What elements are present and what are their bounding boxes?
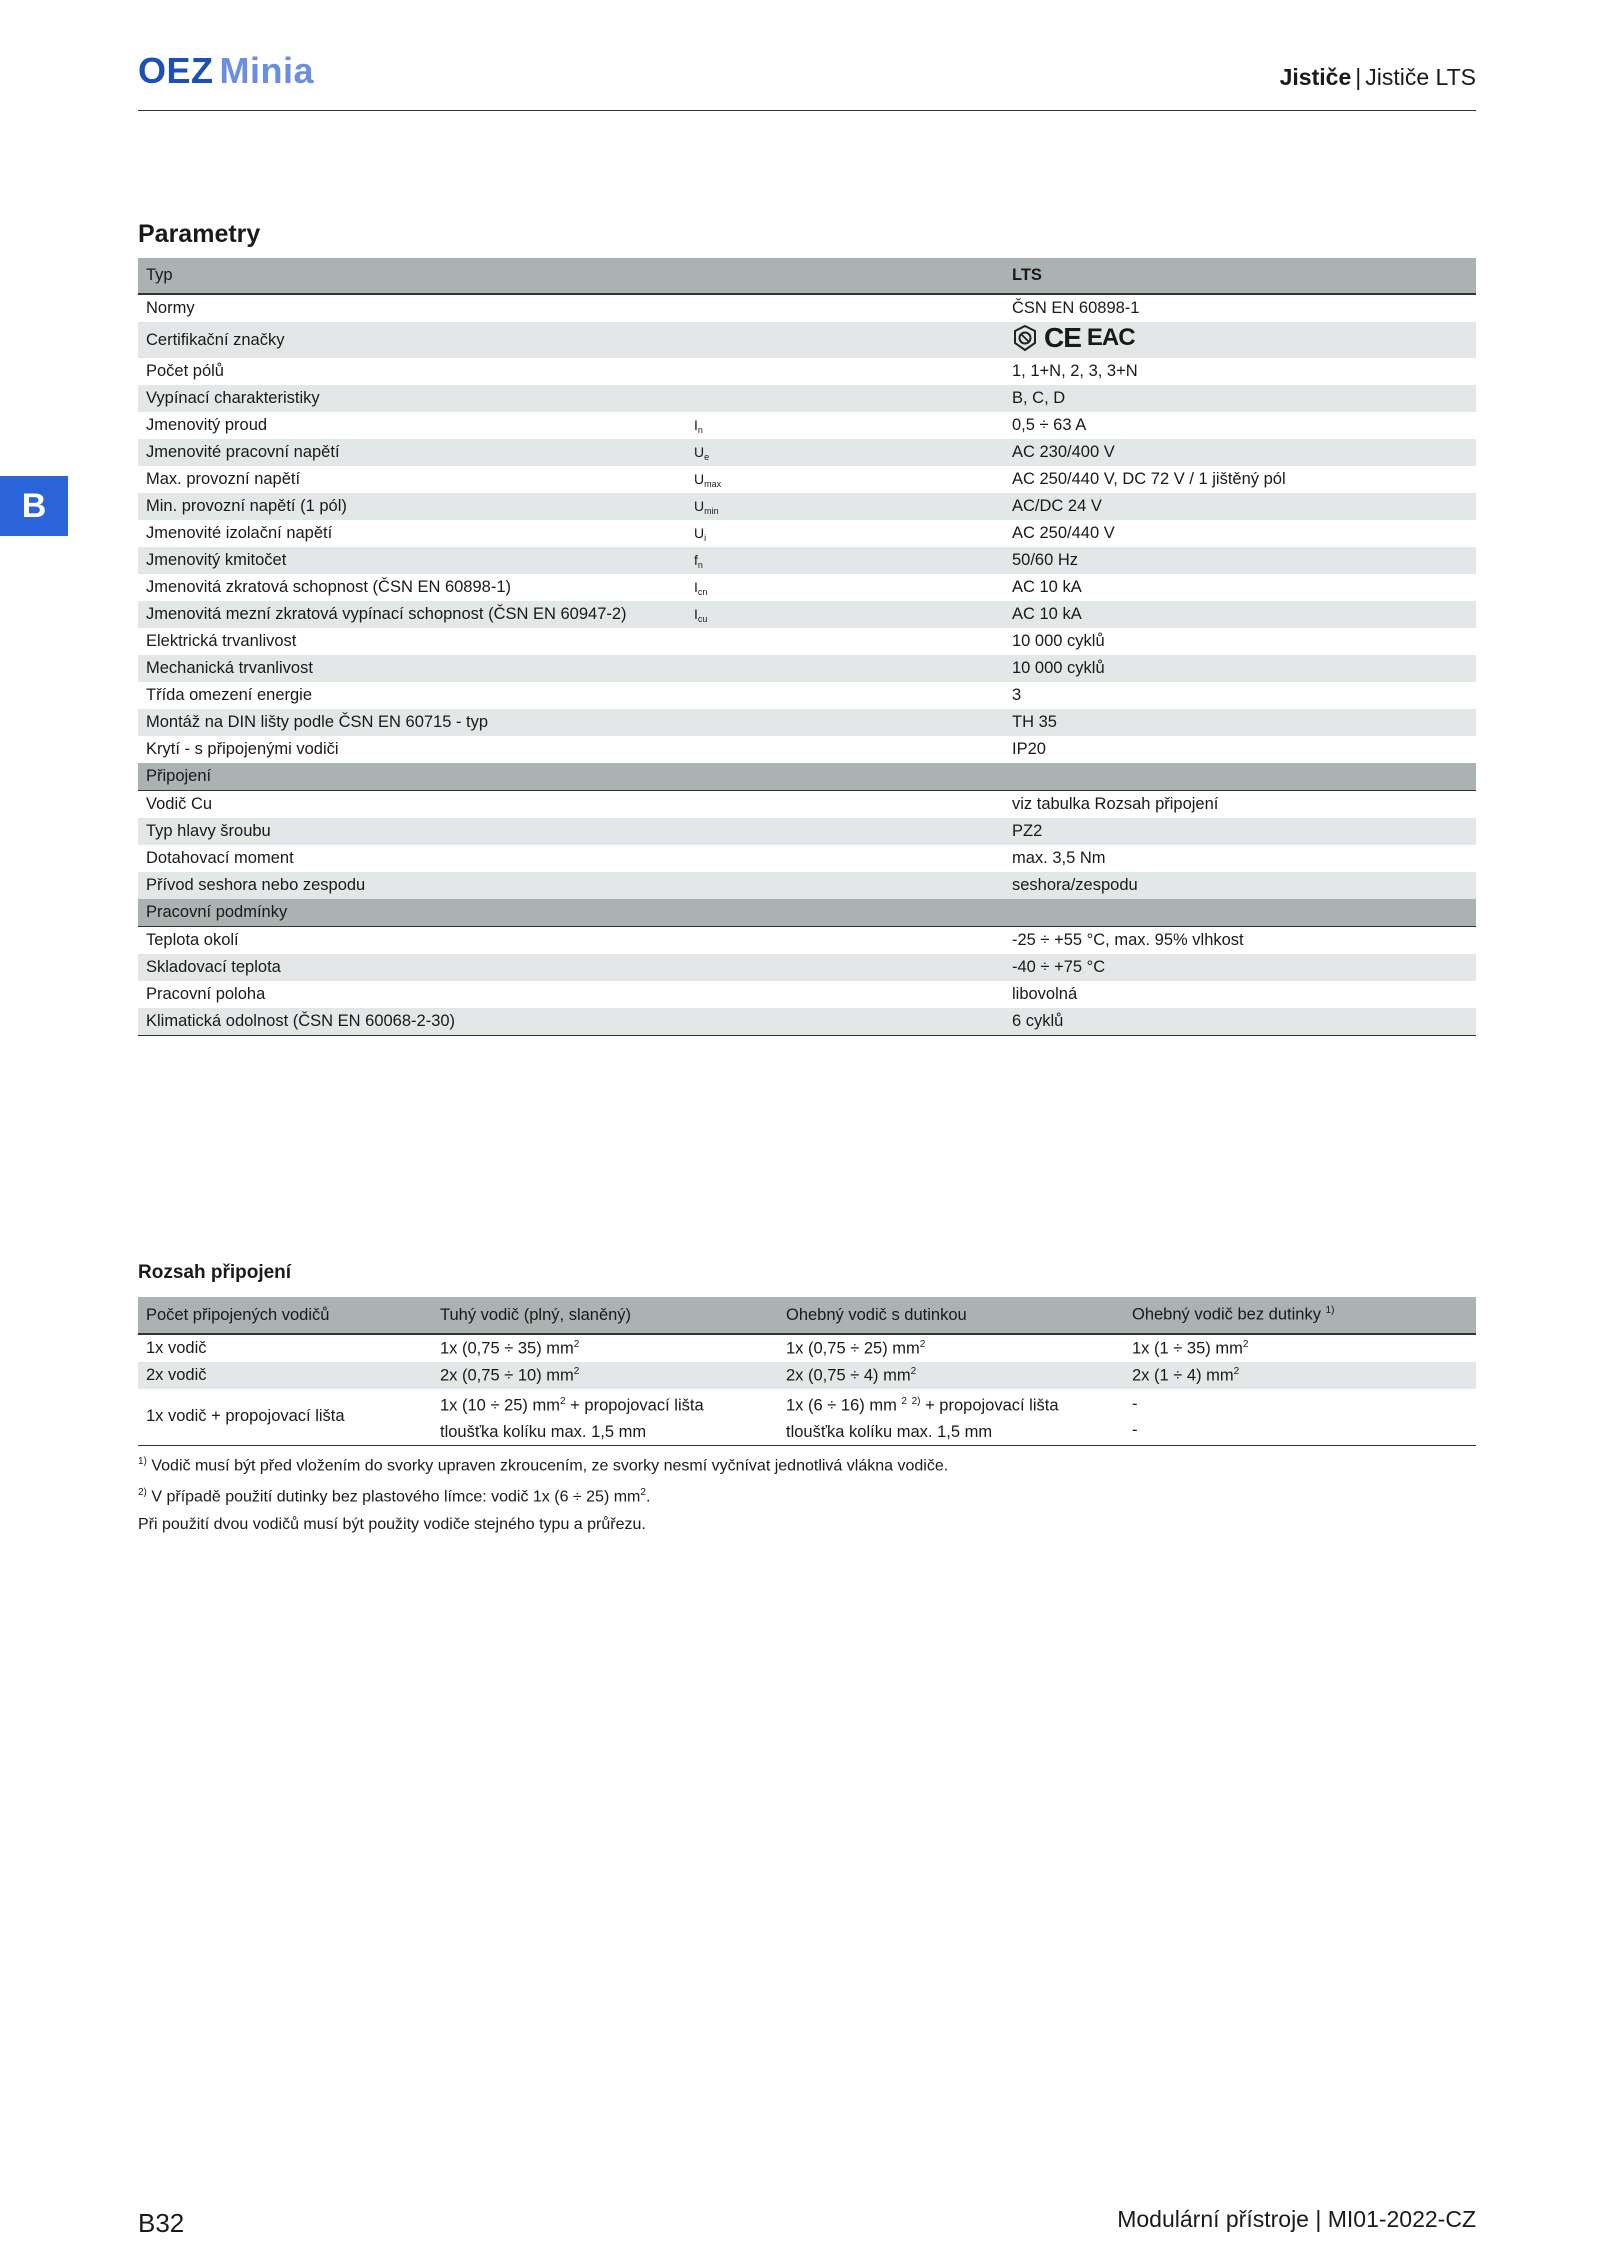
breadcrumb-separator: | xyxy=(1355,64,1362,90)
conn-header-cell: Počet připojených vodičů xyxy=(138,1297,432,1334)
row-value: -40 ÷ +75 °C xyxy=(1004,954,1476,981)
row-value: 0,5 ÷ 63 A xyxy=(1012,416,1087,434)
conn-header-cell: Ohebný vodič s dutinkou xyxy=(778,1297,1124,1334)
eac-mark-icon: EAC xyxy=(1086,323,1135,351)
row-value: PZ2 xyxy=(1004,818,1476,845)
params-header-label: Typ xyxy=(138,258,686,294)
group-label: Připojení xyxy=(138,763,686,791)
conn-header-cell: Ohebný vodič bez dutinky $^{1)}$ xyxy=(1124,1297,1476,1334)
table-row xyxy=(138,872,1476,899)
row-label: Krytí - s připojenými vodiči xyxy=(146,740,339,758)
table-row xyxy=(138,927,1476,955)
row-value: viz tabulka Rozsah připojení xyxy=(1012,795,1219,813)
row-label: Vypínací charakteristiky xyxy=(138,385,686,412)
table-row xyxy=(138,547,1476,574)
params-table xyxy=(138,258,1476,1036)
brand-oez: OEZ xyxy=(138,50,214,91)
row-label: Přívod seshora nebo zespodu xyxy=(138,872,686,899)
conn-header-row xyxy=(138,1297,1476,1334)
row-symbol: $I_{cn}$ xyxy=(694,578,708,597)
params-header-row xyxy=(138,258,1476,294)
table-row xyxy=(138,682,1476,709)
conn-cell: 1x vodič xyxy=(146,1339,207,1357)
table-row xyxy=(138,1362,1476,1389)
row-value: libovolná xyxy=(1012,985,1078,1003)
row-value: B, C, D xyxy=(1004,385,1476,412)
row-label: Skladovací teplota xyxy=(138,954,686,981)
table-row xyxy=(138,601,1476,628)
conn-cell: 2x (0,75 ÷ 4) mm$^2$ xyxy=(778,1362,1124,1389)
row-label: Třída omezení energie xyxy=(146,686,313,704)
table-row xyxy=(138,655,1476,682)
table-row xyxy=(138,845,1476,872)
row-label: Teplota okolí xyxy=(146,931,239,949)
row-value: ČSN EN 60898-1 xyxy=(1012,299,1140,317)
row-symbol: $U_i$ xyxy=(694,524,707,543)
breadcrumb xyxy=(1280,64,1476,91)
row-symbol: $U_e$ xyxy=(686,439,1004,466)
table-row xyxy=(138,736,1476,763)
row-label: Jmenovitý kmitočet xyxy=(138,547,686,574)
row-symbol: $f_n$ xyxy=(686,547,1004,574)
ezu-cert-icon xyxy=(1012,324,1038,352)
row-value: IP20 xyxy=(1012,740,1046,758)
row-label: Dotahovací moment xyxy=(146,849,294,867)
table-row xyxy=(138,628,1476,655)
table-row xyxy=(138,791,1476,819)
conn-cell: 2x (1 ÷ 4) mm$^2$ xyxy=(1124,1362,1476,1389)
conn-cell: 1x (0,75 ÷ 35) mm$^2$ xyxy=(440,1338,580,1358)
ce-mark-icon: CE xyxy=(1044,321,1081,353)
row-label: Min. provozní napětí (1 pól) xyxy=(138,493,686,520)
row-label: Montáž na DIN lišty podle ČSN EN 60715 - typ xyxy=(138,709,686,736)
row-value: AC 250/440 V, DC 72 V / 1 jištěný pól xyxy=(1012,470,1286,488)
row-value: 1, 1+N, 2, 3, 3+N xyxy=(1012,362,1138,380)
table-row xyxy=(138,818,1476,845)
page-number: B32 xyxy=(138,2208,185,2238)
footnote-2: $^{2)}$ V případě použití dutinky bez plastového límce: vodič 1x (6 ÷ 25) mm$^2$. xyxy=(138,1487,651,1506)
conn-header-cell: Tuhý vodič (plný, slaněný) xyxy=(432,1297,778,1334)
row-label: Jmenovitý proud xyxy=(146,416,268,434)
row-label: Jmenovitá mezní zkratová vypínací schopnost (ČSN EN 60947-2) xyxy=(138,601,686,628)
row-value: 10 000 cyklů xyxy=(1004,655,1476,682)
row-symbol: $U_{min}$ xyxy=(686,493,1004,520)
params-title: Parametry xyxy=(138,220,261,248)
row-label: Normy xyxy=(146,299,195,317)
table-row xyxy=(138,358,1476,385)
group-row-podminky xyxy=(138,899,1476,927)
connection-table xyxy=(138,1297,1476,1446)
row-label: Max. provozní napětí xyxy=(146,470,301,488)
row-label: Elektrická trvanlivost xyxy=(146,632,297,650)
table-row xyxy=(138,1334,1476,1362)
row-label: Jmenovité izolační napětí xyxy=(146,524,333,542)
table-row xyxy=(138,385,1476,412)
params-header-value: LTS xyxy=(1004,258,1476,294)
row-symbol: $I_n$ xyxy=(694,416,703,435)
conn-cell: - - xyxy=(1124,1389,1476,1445)
row-label: Klimatická odolnost (ČSN EN 60068-2-30) xyxy=(138,1008,686,1036)
conn-cell: 2x vodič xyxy=(138,1362,432,1389)
table-row xyxy=(138,520,1476,547)
table-row xyxy=(138,954,1476,981)
row-value: 3 xyxy=(1012,686,1022,704)
table-row xyxy=(138,466,1476,493)
conn-cell: 1x (1 ÷ 35) mm$^2$ xyxy=(1132,1338,1249,1358)
conn-title: Rozsah připojení xyxy=(138,1262,292,1283)
row-label: Pracovní poloha xyxy=(146,985,266,1003)
row-value: AC 230/400 V xyxy=(1004,439,1476,466)
page-header xyxy=(138,48,1476,111)
row-label: Certifikační značky xyxy=(138,322,686,358)
row-label: Mechanická trvanlivost xyxy=(138,655,686,682)
row-label: Jmenovité pracovní napětí xyxy=(138,439,686,466)
footnote-3: Při použití dvou vodičů musí být použity vodiče stejného typu a průřezu. xyxy=(138,1515,646,1533)
conn-cell: 1x (6 ÷ 16) mm $^2$ $^{2)}$ + propojovací lišta tloušťka kolíku max. 1,5 mm xyxy=(778,1389,1124,1445)
section-tab: B xyxy=(0,476,68,536)
table-row xyxy=(138,322,1476,358)
cert-marks xyxy=(1004,322,1476,358)
row-symbol: $I_{cu}$ xyxy=(686,601,1004,628)
document-id: Modulární přístroje | MI01-2022-CZ xyxy=(1117,2206,1476,2232)
table-row xyxy=(138,1389,1476,1445)
brand-logo xyxy=(138,50,314,92)
row-label: Počet pólů xyxy=(146,362,224,380)
table-row xyxy=(138,574,1476,601)
row-value: seshora/zespodu xyxy=(1004,872,1476,899)
table-row xyxy=(138,981,1476,1008)
table-row xyxy=(138,412,1476,439)
table-row xyxy=(138,1008,1476,1036)
row-value: AC 10 kA xyxy=(1012,578,1082,596)
table-row xyxy=(138,294,1476,322)
group-row-pripojeni xyxy=(138,763,1476,791)
row-symbol: $U_{max}$ xyxy=(694,470,722,489)
row-label: Typ hlavy šroubu xyxy=(138,818,686,845)
row-value: 6 cyklů xyxy=(1004,1008,1476,1036)
conn-cell: 1x vodič + propojovací lišta xyxy=(138,1389,432,1445)
row-value: -25 ÷ +55 °C, max. 95% vlhkost xyxy=(1012,931,1244,949)
table-row xyxy=(138,493,1476,520)
table-row xyxy=(138,439,1476,466)
brand-minia: Minia xyxy=(219,50,315,91)
row-value: 50/60 Hz xyxy=(1004,547,1476,574)
breadcrumb-sub: Jističe LTS xyxy=(1365,64,1476,90)
breadcrumb-main: Jističe xyxy=(1279,64,1352,90)
footnote-1: $^{1)}$ Vodič musí být před vložením do svorky upraven zkroucením, ze svorky nesmí vyčnívat jednotlivá vlákna vodiče. xyxy=(138,1456,949,1475)
footnotes xyxy=(138,1448,948,1538)
row-label: Jmenovitá zkratová schopnost (ČSN EN 60898-1) xyxy=(146,578,511,596)
row-value: TH 35 xyxy=(1004,709,1476,736)
row-value: AC/DC 24 V xyxy=(1004,493,1476,520)
conn-cell: 1x (10 ÷ 25) mm$^2$ + propojovací lišta tloušťka kolíku max. 1,5 mm xyxy=(432,1389,778,1445)
conn-cell: 2x (0,75 ÷ 10) mm$^2$ xyxy=(432,1362,778,1389)
row-value: AC 250/440 V xyxy=(1012,524,1115,542)
row-value: max. 3,5 Nm xyxy=(1012,849,1106,867)
group-label: Pracovní podmínky xyxy=(138,899,686,927)
footnote-mark: 1) xyxy=(1325,1305,1335,1317)
row-value: AC 10 kA xyxy=(1004,601,1476,628)
table-row xyxy=(138,709,1476,736)
row-value: 10 000 cyklů xyxy=(1012,632,1105,650)
row-label: Vodič Cu xyxy=(146,795,213,813)
conn-cell: 1x (0,75 ÷ 25) mm$^2$ xyxy=(786,1338,926,1358)
